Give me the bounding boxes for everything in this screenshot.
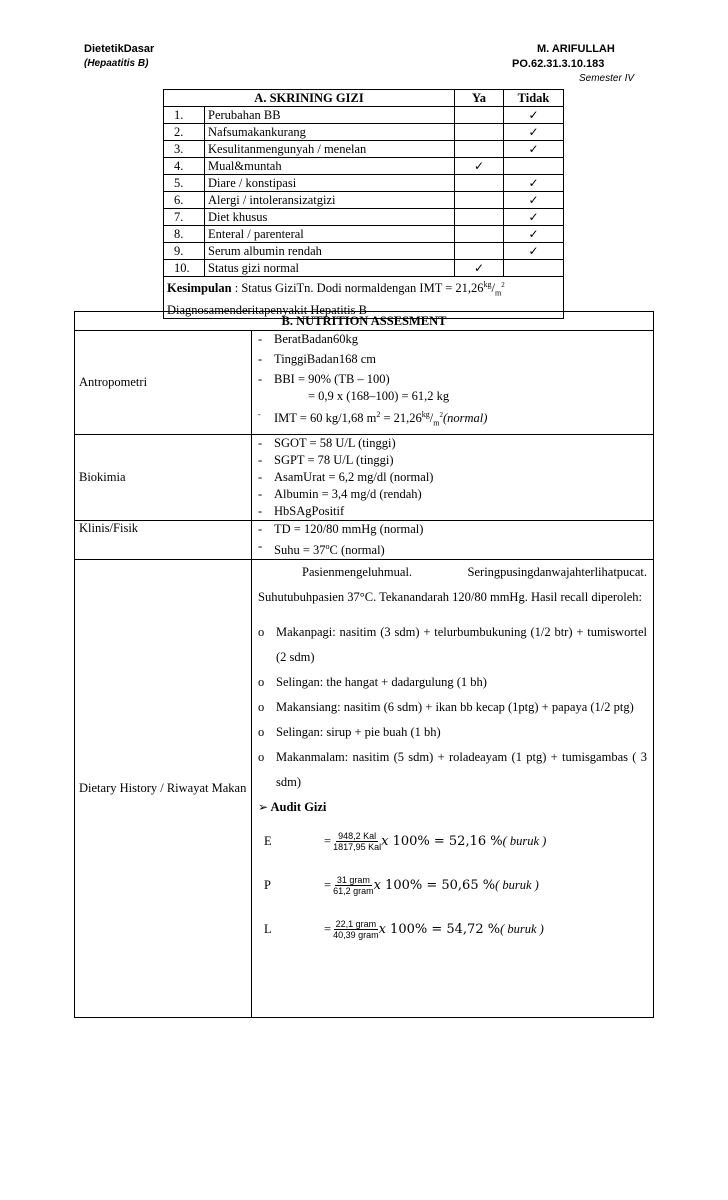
doc-subtitle: (Hepaatitis B) (84, 58, 149, 69)
screening-title: A. SKRINING GIZI (164, 90, 455, 107)
biokimia-item: - SGPT = 78 U/L (tinggi) (258, 452, 394, 467)
meal-item: o Makanpagi: nasitim (3 sdm) + telurbumbukuning (1/2 btr) + tumiswortel (2 sdm) (258, 624, 647, 664)
row-label: Serum albumin rendah (205, 243, 455, 260)
check-tidak-icon: ✓ (504, 141, 564, 158)
student-id: PO.62.31.3.10.183 (512, 58, 605, 70)
biokimia-item: - SGOT = 58 U/L (tinggi) (258, 435, 396, 450)
check-ya-icon (455, 192, 504, 209)
col-ya: Ya (455, 90, 504, 107)
doc-title: DietetikDasar (84, 43, 155, 55)
row-label: Perubahan BB (205, 107, 455, 124)
klinis-content: - TD = 120/80 mmHg (normal) - Suhu = $37^oC$ (normal) (252, 520, 654, 559)
dietary-paragraph: Pasienmengeluhmual. Seringpusingdanwajahterlihatpucat. Suhutubuhpasien 37°C. Tekanandarah 120/80 mmHg. Hasil recall diperoleh: (258, 564, 647, 604)
check-tidak-icon: ✓ (504, 243, 564, 260)
screening-row (164, 192, 564, 209)
audit-key: P (264, 878, 271, 893)
screening-row (164, 260, 564, 277)
check-ya-icon (455, 209, 504, 226)
check-tidak-icon: ✓ (504, 209, 564, 226)
screening-table (163, 89, 564, 319)
check-tidak-icon: ✓ (504, 175, 564, 192)
cat-klinis: Klinis/Fisik (75, 520, 252, 559)
cat-antropometri: Antropometri (75, 331, 252, 435)
row-label: Status gizi normal (205, 260, 455, 277)
audit-title: ➢ Audit Gizi (258, 799, 327, 814)
screening-row (164, 124, 564, 141)
biokimia-item: - Albumin = 3,4 mg/d (rendah) (258, 486, 422, 501)
biokimia-content (252, 434, 654, 520)
row-number: 5. (164, 175, 205, 192)
check-tidak-icon (504, 260, 564, 277)
audit-fraction: $\frac{\text{22,1 gram}}{\text{40,39 gram}}$ (333, 919, 379, 941)
meal-item: o Selingan: sirup + pie buah (1 bh) (258, 724, 441, 739)
semester: Semester IV (579, 73, 635, 84)
check-tidak-icon: ✓ (504, 124, 564, 141)
check-ya-icon: ✓ (455, 158, 504, 175)
cat-dietary: Dietary History / Riwayat Makan (75, 559, 252, 1017)
row-number: 2. (164, 124, 205, 141)
antropometri-content: - BeratBadan60kg - TinggiBadan168 cm - BBI = 90% (TB – 100) = 0,9 x (168–100) = 61,2 kg - IMT = 60 kg/1,68 $m^2$ = $21,26^{kg}/_m^2(normal)$ (252, 331, 654, 435)
row-number: 10. (164, 260, 205, 277)
assessment-table (74, 311, 654, 1018)
row-label: Enteral / parenteral (205, 226, 455, 243)
row-number: 3. (164, 141, 205, 158)
meal-item: o Makanmalam: nasitim (5 sdm) + roladeayam (1 ptg) + tumisgambas ( 3 sdm) (258, 749, 647, 789)
check-tidak-icon: ✓ (504, 226, 564, 243)
row-label: Alergi / intoleransizatgizi (205, 192, 455, 209)
screening-row (164, 226, 564, 243)
check-ya-icon: ✓ (455, 260, 504, 277)
meal-item: o Makansiang: nasitim (6 sdm) + ikan bb kecap (1ptg) + papaya (1/2 ptg) (258, 699, 634, 714)
row-label: Nafsumakankurang (205, 124, 455, 141)
dietary-content (252, 559, 654, 1017)
audit-fraction: $\frac{\text{948,2 Kal}}{\text{1817,95 Kal}}$ (333, 831, 382, 853)
screening-row (164, 158, 564, 175)
row-label: Mual&muntah (205, 158, 455, 175)
row-number: 4. (164, 158, 205, 175)
audit-key: E (264, 834, 272, 849)
check-ya-icon (455, 141, 504, 158)
row-number: 7. (164, 209, 205, 226)
audit-fraction: $\frac{\text{31 gram}}{\text{61,2 gram}}$ (333, 875, 374, 897)
audit-key: L (264, 922, 272, 937)
screening-row (164, 141, 564, 158)
row-label: Diet khusus (205, 209, 455, 226)
assessment-title: B. NUTRITION ASSESMENT (75, 312, 654, 331)
check-ya-icon (455, 124, 504, 141)
author-name: M. ARIFULLAH (537, 43, 615, 55)
row-number: 1. (164, 107, 205, 124)
cat-biokimia: Biokimia (75, 434, 252, 520)
biokimia-item: - AsamUrat = 6,2 mg/dl (normal) (258, 469, 434, 484)
check-ya-icon (455, 107, 504, 124)
screening-row (164, 107, 564, 124)
biokimia-item: - HbSAgPositif (258, 503, 345, 518)
screening-row (164, 175, 564, 192)
screening-row (164, 243, 564, 260)
row-number: 8. (164, 226, 205, 243)
screening-row (164, 209, 564, 226)
screening-conclusion: Kesimpulan : Status GiziTn. Dodi normaldengan IMT = $21,26^{kg}/_m^2$ Diagnosamenderitapenyakit Hepatitis B (164, 277, 564, 319)
row-number: 9. (164, 243, 205, 260)
check-tidak-icon (504, 158, 564, 175)
check-ya-icon (455, 175, 504, 192)
check-tidak-icon: ✓ (504, 107, 564, 124)
check-tidak-icon: ✓ (504, 192, 564, 209)
audit-row: L = $\frac{\text{22,1 gram}}{\text{40,39 gram}}$ 𝑥 100% = 54,72 % ( buruk ) (264, 919, 544, 941)
check-ya-icon (455, 243, 504, 260)
audit-row: P = $\frac{\text{31 gram}}{\text{61,2 gram}}$ 𝑥 100% = 50,65 % ( buruk ) (264, 875, 539, 897)
meal-item: o Selingan: the hangat + dadargulung (1 bh) (258, 674, 487, 689)
check-ya-icon (455, 226, 504, 243)
audit-row: E = $\frac{\text{948,2 Kal}}{\text{1817,95 Kal}}$ 𝑥 100% = 52,16 % ( buruk ) (264, 831, 547, 853)
row-number: 6. (164, 192, 205, 209)
col-tidak: Tidak (504, 90, 564, 107)
row-label: Kesulitanmengunyah / menelan (205, 141, 455, 158)
row-label: Diare / konstipasi (205, 175, 455, 192)
